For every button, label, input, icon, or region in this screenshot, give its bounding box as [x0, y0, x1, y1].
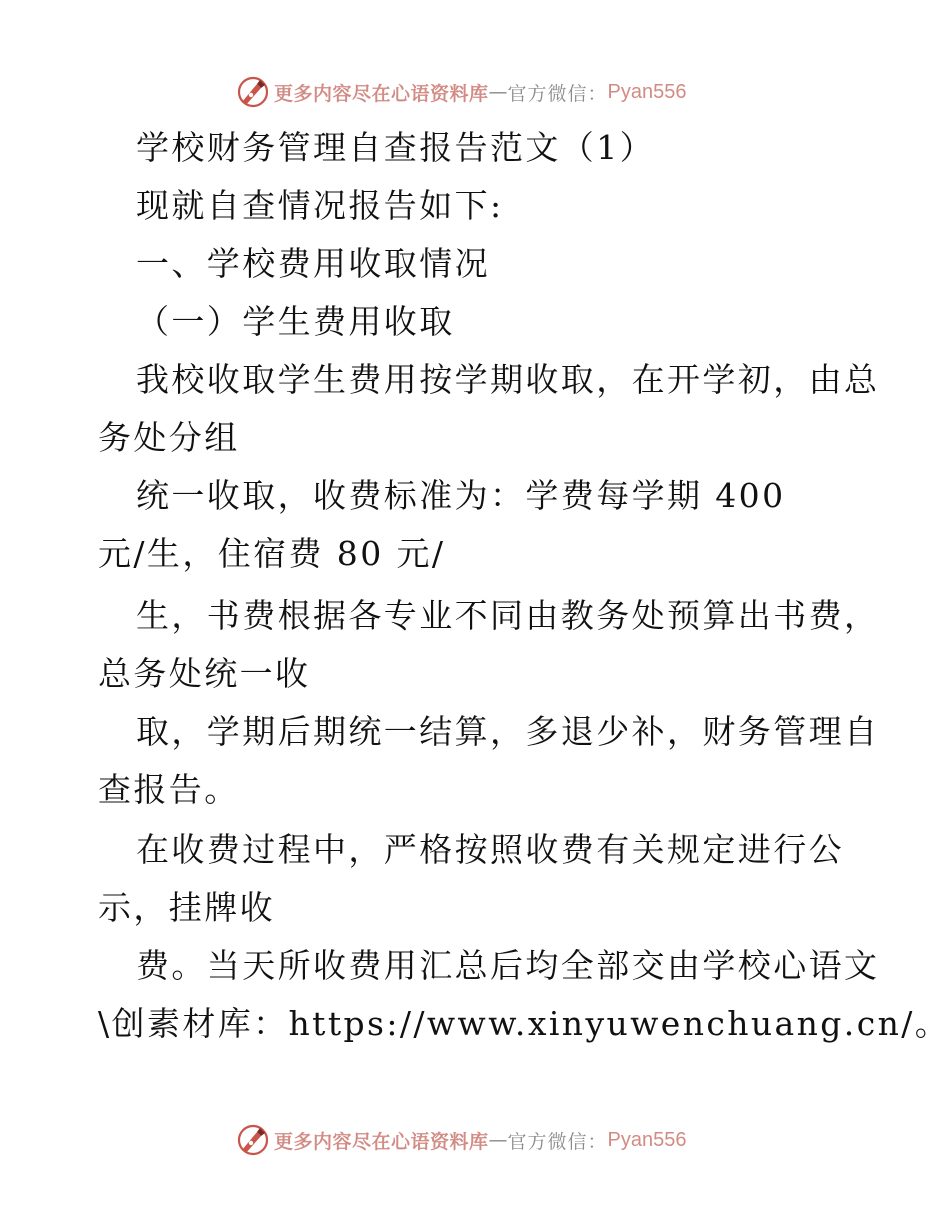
paragraph-line: 务处分组 [98, 418, 240, 457]
top-watermark-banner [0, 72, 950, 112]
paragraph-line: 在收费过程中，严格按照收费有关规定进行公 [136, 830, 844, 869]
subsection-heading: （一）学生费用收取 [136, 302, 455, 341]
paragraph-line: 查报告。 [98, 770, 240, 809]
section-heading: 一、学校费用收取情况 [136, 244, 490, 283]
watermark-wechat-id: Pyan556 [607, 80, 687, 103]
paragraph-line-link: \创素材库：https://www.xinyuwenchuang.cn/。 [98, 1004, 950, 1043]
watermark-dash: — [488, 81, 508, 103]
document-title: 学校财务管理自查报告范文（1） [136, 128, 655, 167]
watermark-dash: — [488, 1129, 508, 1151]
pen-logo-icon [236, 1123, 270, 1157]
paragraph-line: 我校收取学生费用按学期收取，在开学初，由总 [136, 360, 880, 399]
paragraph-line: 统一收取，收费标准为：学费每学期 400 [136, 476, 786, 515]
watermark-group [236, 74, 687, 110]
pen-logo-icon [236, 75, 270, 109]
paragraph-line: 费。当天所收费用汇总后均全部交由学校心语文 [136, 946, 880, 985]
watermark-wechat-label: 官方微信： [507, 1130, 608, 1153]
watermark-text: 更多内容尽在心语资料库 [274, 82, 489, 105]
watermark-wechat-id: Pyan556 [607, 1128, 687, 1151]
bottom-watermark-banner [0, 1120, 950, 1160]
watermark-text: 更多内容尽在心语资料库 [274, 1130, 489, 1153]
paragraph-line: 取，学期后期统一结算，多退少补，财务管理自 [136, 712, 880, 751]
watermark-group [236, 1122, 687, 1158]
watermark-wechat-label: 官方微信： [507, 82, 608, 105]
paragraph-line: 元/生，住宿费 80 元/ [98, 534, 446, 573]
paragraph-line: 生，书费根据各专业不同由教务处预算出书费， [136, 596, 880, 635]
paragraph-line: 总务处统一收 [98, 654, 311, 693]
paragraph-line: 示，挂牌收 [98, 888, 275, 927]
paragraph-line: 现就自查情况报告如下: [136, 186, 504, 225]
